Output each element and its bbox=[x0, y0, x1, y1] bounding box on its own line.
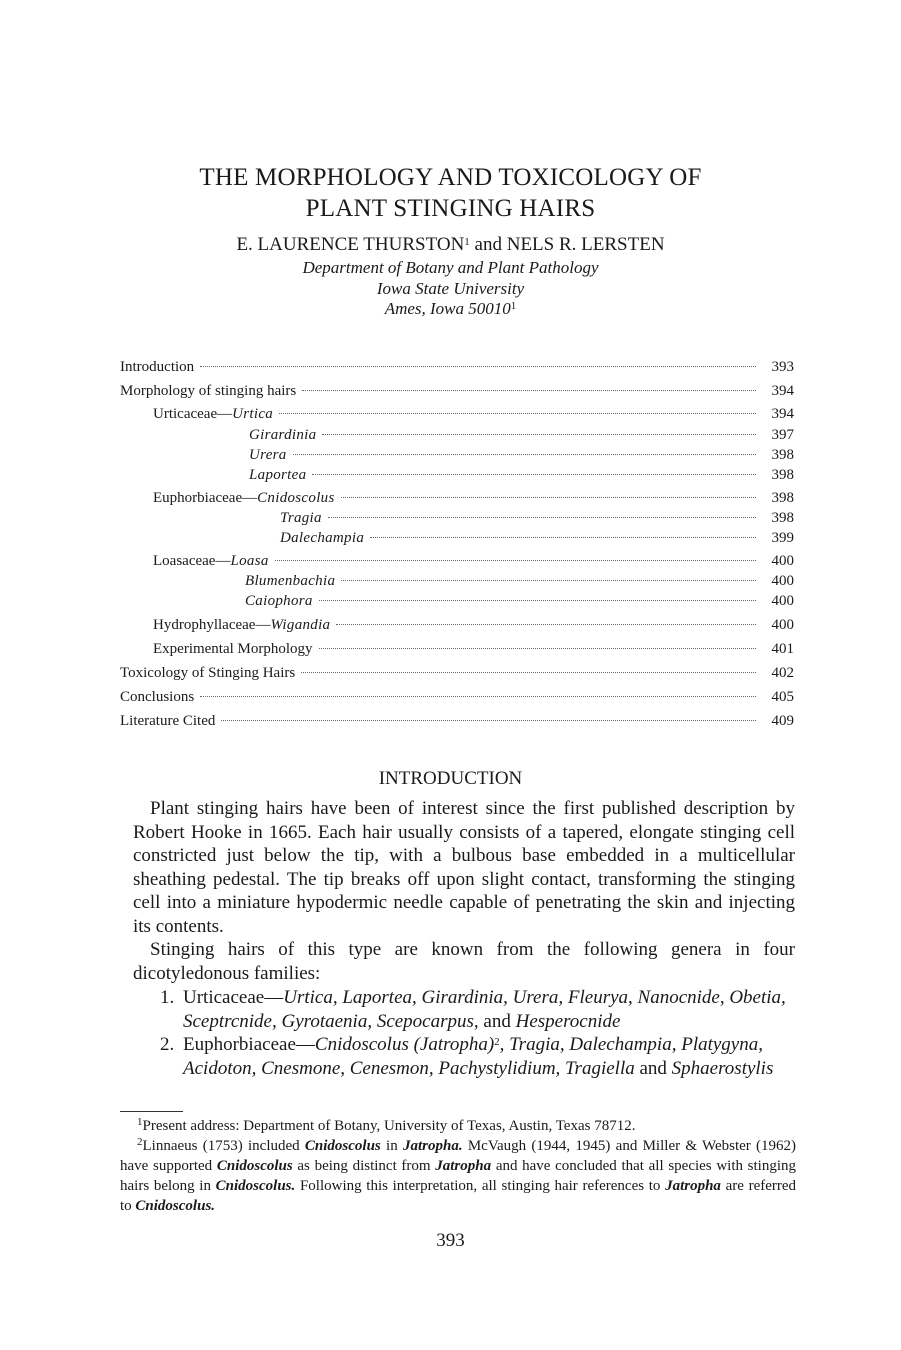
title-line-1: THE MORPHOLOGY AND TOXICOLOGY OF bbox=[199, 164, 702, 191]
footnote-genus: Jatropha bbox=[665, 1178, 721, 1194]
toc-leader bbox=[319, 647, 756, 649]
toc-page: 397 bbox=[771, 427, 794, 443]
genera-synonym: (Jatropha) bbox=[413, 1034, 495, 1055]
toc-family: Loasaceae— bbox=[153, 553, 231, 569]
footnote-1 bbox=[120, 1116, 796, 1136]
toc-label: Conclusions bbox=[120, 689, 195, 705]
toc-family: Hydrophyllaceae— bbox=[153, 617, 271, 633]
toc-leader bbox=[301, 671, 756, 673]
toc-label bbox=[280, 530, 364, 547]
toc-leader bbox=[322, 433, 756, 435]
toc-leader bbox=[293, 453, 756, 455]
toc-row bbox=[245, 573, 762, 595]
list-text bbox=[183, 1033, 796, 1080]
toc-genus: Tragia bbox=[280, 510, 322, 526]
toc-row bbox=[153, 553, 762, 575]
family-name: Euphorbiaceae— bbox=[183, 1034, 315, 1055]
list-text bbox=[183, 986, 796, 1033]
toc-row bbox=[280, 510, 762, 532]
footnote-text: and have concluded that all species with stinging hairs belong in bbox=[120, 1158, 797, 1194]
toc-row bbox=[120, 713, 762, 735]
footnote-text: McVaugh (1944, 1945) and Miller & Webster (1962) have supported bbox=[120, 1138, 797, 1174]
toc-row bbox=[153, 490, 762, 512]
toc-page: 394 bbox=[771, 383, 794, 399]
genera: Hesperocnide bbox=[515, 1010, 621, 1032]
toc-label: Introduction bbox=[120, 359, 195, 375]
family-name: Urticaceae— bbox=[183, 987, 284, 1008]
toc-label bbox=[153, 490, 335, 507]
title-line-2: PLANT STINGING HAIRS bbox=[305, 195, 596, 222]
toc-page: 398 bbox=[771, 510, 794, 526]
paragraph-1: Plant stinging hairs have been of interest since the first published description by Robert Hooke in 1665. Each hair usually consists of a tapered, elongate stinging cell constricted just below the tip, with a bulbous base embedded in a multicellular sheathing pedestal. The tip breaks off upon slight contact, transforming the stinging cell into a miniature hypodermic needle capable of penetrating the skin and injecting its contents. bbox=[133, 798, 795, 937]
genera: , Tragia, Dalechampia, Platygyna, Acidoton, Cnesmone, Cenesmon, Pachystylidium, Tragiella bbox=[183, 1034, 763, 1079]
toc-label: Morphology of stinging hairs bbox=[120, 383, 297, 399]
toc-row bbox=[120, 689, 762, 711]
footnote-2 bbox=[120, 1136, 796, 1216]
footnote-genus: Jatropha. bbox=[402, 1138, 463, 1154]
genera: Urtica, Laportea, Girardinia, Urera, Fleurya, Nanocnide, Obetia, Sceptrcnide, Gyrotaenia, Scepocarpus, bbox=[183, 987, 786, 1032]
toc-page: 394 bbox=[771, 406, 794, 422]
author-join: and bbox=[474, 234, 502, 255]
toc-page: 398 bbox=[771, 447, 794, 463]
toc-page: 405 bbox=[771, 689, 794, 705]
author-2: NELS R. LERSTEN bbox=[506, 234, 665, 255]
toc-row bbox=[153, 617, 762, 639]
toc-page: 400 bbox=[771, 573, 794, 589]
conjunction: and bbox=[483, 1010, 511, 1032]
toc-row bbox=[249, 427, 762, 449]
author-1: E. LAURENCE THURSTON bbox=[236, 234, 465, 255]
footnote-genus: Jatropha bbox=[435, 1158, 492, 1174]
affiliation-city bbox=[0, 299, 901, 319]
toc-leader bbox=[312, 473, 756, 475]
toc-leader bbox=[319, 599, 756, 601]
footnote-rule bbox=[120, 1111, 183, 1112]
toc-page: 400 bbox=[771, 553, 794, 569]
footnote-genus: Cnidoscolus bbox=[304, 1138, 381, 1154]
genera: Sphaerostylis bbox=[671, 1057, 774, 1079]
toc-label bbox=[249, 467, 306, 484]
toc-row bbox=[249, 447, 762, 469]
footnote-text: are referred to bbox=[120, 1178, 797, 1214]
toc-leader bbox=[341, 579, 756, 581]
toc-leader bbox=[302, 389, 756, 391]
toc-label bbox=[153, 553, 269, 570]
footnote-1-mark: 1 bbox=[137, 1116, 143, 1128]
toc-row bbox=[245, 593, 762, 615]
toc-leader bbox=[336, 623, 756, 625]
footnote-genus: Cnidoscolus bbox=[216, 1158, 293, 1174]
page-number: 393 bbox=[436, 1230, 465, 1251]
footnote-text: Following this interpretation, all stinging hair references to bbox=[299, 1178, 661, 1194]
toc-label bbox=[153, 617, 330, 634]
toc-leader bbox=[221, 719, 756, 721]
affiliation-city-text: Ames, Iowa 50010 bbox=[384, 299, 511, 318]
toc-genus: Urtica bbox=[232, 406, 274, 422]
author-1-footnote-mark: 1 bbox=[464, 236, 470, 248]
toc-leader bbox=[279, 412, 756, 414]
toc-leader bbox=[200, 695, 756, 697]
paragraph-2: Stinging hairs of this type are known from the following genera in four dicotyledonous families: bbox=[133, 939, 795, 984]
footnote-mark: 2 bbox=[494, 1036, 500, 1048]
toc-genus: Dalechampia bbox=[280, 530, 365, 546]
list-number: 2. bbox=[160, 1034, 175, 1055]
toc-page: 400 bbox=[771, 617, 794, 633]
toc-page: 400 bbox=[771, 593, 794, 609]
toc-leader bbox=[341, 496, 756, 498]
toc-row bbox=[249, 467, 762, 489]
toc-leader bbox=[328, 516, 756, 518]
toc-genus: Girardinia bbox=[249, 427, 317, 443]
toc-label bbox=[249, 447, 287, 464]
list-number: 1. bbox=[160, 987, 175, 1008]
affiliation-university: Iowa State University bbox=[376, 279, 525, 298]
toc-label bbox=[245, 573, 335, 590]
affiliation-footnote-mark: 1 bbox=[510, 300, 517, 312]
toc-genus: Laportea bbox=[249, 467, 307, 483]
toc-page: 393 bbox=[771, 359, 794, 375]
list-item bbox=[160, 986, 796, 1033]
footnote-text: Linnaeus (1753) included bbox=[142, 1138, 300, 1154]
toc-row bbox=[120, 359, 762, 381]
footnote-1-text: Present address: Department of Botany, University of Texas, Austin, Texas 78712. bbox=[142, 1118, 636, 1134]
toc-genus: Wigandia bbox=[270, 617, 331, 633]
affiliation-department: Department of Botany and Plant Pathology bbox=[302, 258, 599, 277]
toc-label: Literature Cited bbox=[120, 713, 216, 729]
toc-family: Euphorbiaceae— bbox=[153, 490, 258, 506]
footnote-2-mark: 2 bbox=[137, 1136, 143, 1148]
toc-page: 398 bbox=[771, 490, 794, 506]
toc-family: Urticaceae— bbox=[153, 406, 233, 422]
toc-label bbox=[249, 427, 316, 444]
toc-row bbox=[120, 665, 762, 687]
toc-genus: Blumenbachia bbox=[245, 573, 336, 589]
list-item bbox=[160, 1033, 796, 1080]
toc-row bbox=[280, 530, 762, 552]
conjunction: and bbox=[639, 1057, 667, 1079]
toc-row bbox=[153, 641, 762, 663]
toc-genus: Caiophora bbox=[245, 593, 313, 609]
toc-row bbox=[120, 383, 762, 405]
toc-leader bbox=[275, 559, 756, 561]
toc-leader bbox=[370, 536, 756, 538]
section-heading: INTRODUCTION bbox=[378, 768, 523, 789]
toc-genus: Loasa bbox=[230, 553, 269, 569]
toc-page: 401 bbox=[771, 641, 794, 657]
footnote-text: as being distinct from bbox=[297, 1158, 431, 1174]
toc-label: Toxicology of Stinging Hairs bbox=[120, 665, 296, 681]
toc-page: 402 bbox=[771, 665, 794, 681]
toc-genus: Urera bbox=[249, 447, 287, 463]
toc-genus: Cnidoscolus bbox=[257, 490, 335, 506]
toc-leader bbox=[200, 365, 756, 367]
toc-page: 399 bbox=[771, 530, 794, 546]
toc-label bbox=[245, 593, 313, 610]
authors bbox=[0, 234, 901, 256]
footnote-genus: Cnidoscolus. bbox=[215, 1178, 296, 1194]
toc-label: Experimental Morphology bbox=[153, 641, 313, 657]
toc-label bbox=[280, 510, 322, 527]
footnote-genus: Cnidoscolus. bbox=[135, 1198, 216, 1214]
toc-row bbox=[153, 406, 762, 428]
toc-label bbox=[153, 406, 273, 423]
footnote-text: in bbox=[386, 1138, 398, 1154]
toc-page: 398 bbox=[771, 467, 794, 483]
toc-page: 409 bbox=[771, 713, 794, 729]
genera: Cnidoscolus bbox=[314, 1034, 409, 1055]
